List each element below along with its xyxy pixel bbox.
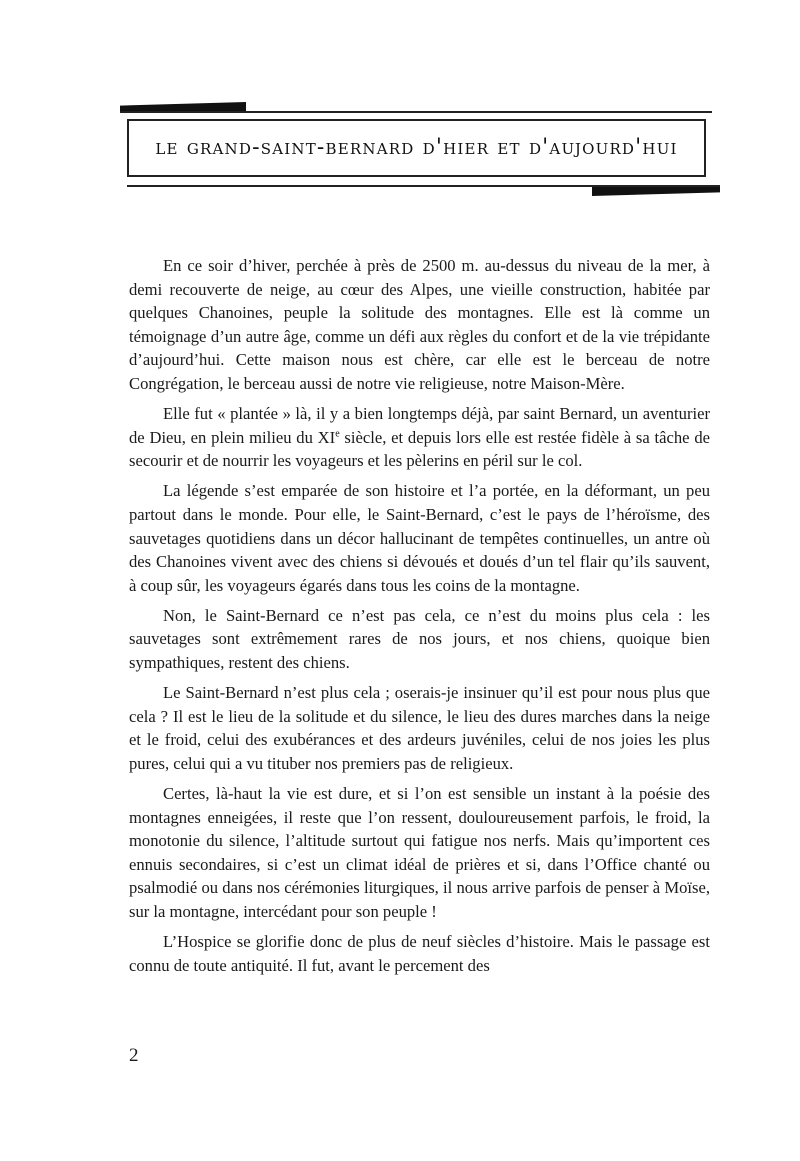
page-number: 2 xyxy=(129,1045,139,1066)
paragraph-text: Elle fut « plantée » là, il y a bien longtemps déjà, par saint Bernard, un aventurier de Dieu, en plein milieu du XI xyxy=(129,404,710,447)
paragraph: Certes, là-haut la vie est dure, et si l’on est sensible un instant à la poésie des montagnes enneigées, il reste que l’on ressent, douloureusement parfois, le froid, la monotonie du silence, l’altitude surtout qui fatigue nos nerfs. Mais qu’importent ces ennuis secondaires, si c’est un climat idéal de prières et si, dans l’Office chanté ou psalmodié ou dans nos cérémonies liturgiques, il nous arrive parfois de penser à Moïse, sur la montagne, intercédant pour son peuple ! xyxy=(129,783,710,921)
decorative-bar-top xyxy=(120,102,246,111)
paragraph: Le Saint-Bernard n’est plus cela ; oserais-je insinuer qu’il est pour nous plus que cela ? Il est le lieu de la solitude et du silence, le lieu des dures marches dans la neige et le froid, celui des exubérances et des ardeurs juvéniles, celui de nos joies les plus pures, celui qui a vu tituber nos premiers pas de religieux. xyxy=(129,683,710,773)
paragraph-text: siècle, et depuis lors elle est restée fidèle à sa tâche de secourir et de nourrir les voyageurs et les pèlerins en péril sur le col. xyxy=(129,427,710,471)
chapter-title: le grand-saint-bernard d'hier et d'aujourd'hui xyxy=(155,135,678,160)
paragraph: Non, le Saint-Bernard ce n’est pas cela, ce n’est du moins plus cela : les sauvetages sont extrêmement rares de nos jours, et nos chiens, quoique bien sympathiques, restent des chiens. xyxy=(129,605,710,672)
title-box xyxy=(127,119,706,177)
paragraph: L’Hospice se glorifie donc de plus de neuf siècles d’histoire. Mais le passage est connu de toute antiquité. Il fut, avant le percement des xyxy=(129,932,710,975)
rule-bottom xyxy=(127,185,720,187)
paragraph: En ce soir d’hiver, perchée à près de 2500 m. au-dessus du niveau de la mer, à demi recouverte de neige, au cœur des Alpes, une vieille construction, habitée par quelques Chanoines, peuple la solitude des montagnes. Elle est là comme un témoignage d’un autre âge, comme un défi aux règles du confort et de la vie trépidante d’aujourd’hui. Cette maison nous est chère, car elle est le berceau de notre Congrégation, le berceau aussi de notre vie religieuse, notre Maison-Mère. xyxy=(129,256,710,393)
superscript: e xyxy=(335,428,340,440)
title-banner xyxy=(0,0,800,200)
decorative-bar-bottom xyxy=(592,187,720,196)
body-text xyxy=(129,254,710,984)
paragraph xyxy=(129,402,710,473)
paragraph: La légende s’est emparée de son histoire et l’a portée, en la déformant, un peu partout dans le monde. Pour elle, le Saint-Bernard, c’est le pays de l’héroïsme, des sauvetages quotidiens dans un décor hallucinant de tempêtes continuelles, un antre où des Chanoines vivent avec des chiens si dévoués et doués d’un tel flair qu’ils sauvent, à coup sûr, les voyageurs égarés dans tous les coins de la montagne. xyxy=(129,481,710,595)
rule-top xyxy=(120,111,712,113)
